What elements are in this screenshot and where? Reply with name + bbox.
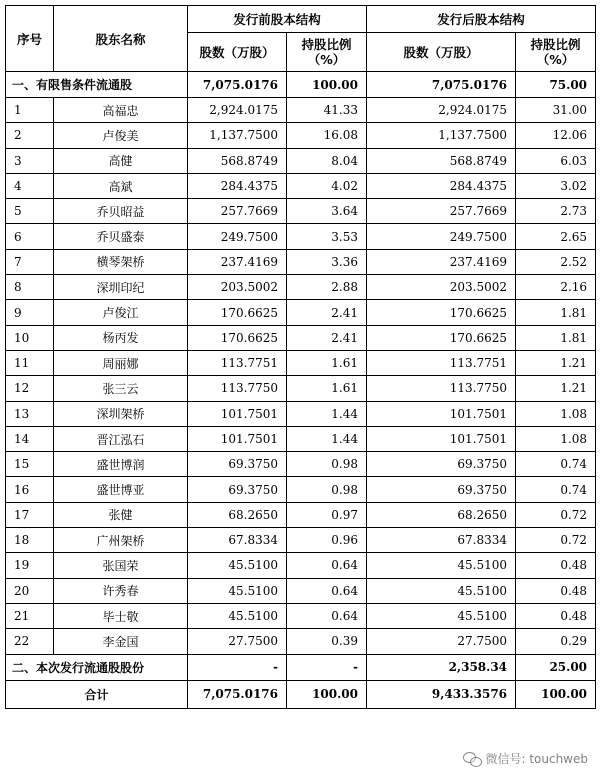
row-shares-before: 2,924.0175 [188,98,287,123]
row-ratio-after: 1.21 [516,376,596,401]
row-name: 深圳架桥 [54,401,188,426]
row-ratio-before: 0.64 [287,603,367,628]
row-no: 9 [6,300,54,325]
section1-ratio-after: 75.00 [516,72,596,98]
row-no: 5 [6,199,54,224]
header-ratio-after: 持股比例（%） [516,33,596,72]
row-ratio-after: 2.16 [516,275,596,300]
section2-ratio-before: - [287,654,367,680]
row-shares-before: 27.7500 [188,629,287,654]
table-row [6,502,596,527]
row-ratio-before: 2.88 [287,275,367,300]
section1-ratio-before: 100.00 [287,72,367,98]
row-shares-before: 284.4375 [188,173,287,198]
header-ratio-before: 持股比例（%） [287,33,367,72]
row-shares-before: 101.7501 [188,426,287,451]
row-name: 卢俊江 [54,300,188,325]
row-no: 15 [6,452,54,477]
row-ratio-before: 16.08 [287,123,367,148]
row-shares-before: 237.4169 [188,249,287,274]
row-name: 张健 [54,502,188,527]
header-shares-before: 股数（万股） [188,33,287,72]
row-name: 杨丙发 [54,325,188,350]
row-ratio-after: 1.81 [516,300,596,325]
row-shares-after: 249.7500 [367,224,516,249]
row-no: 22 [6,629,54,654]
table-row [6,275,596,300]
row-ratio-before: 0.96 [287,528,367,553]
section1-shares-after: 7,075.0176 [367,72,516,98]
table-row [6,249,596,274]
row-ratio-after: 12.06 [516,123,596,148]
row-name: 毕士敬 [54,603,188,628]
table-row [6,325,596,350]
row-no: 10 [6,325,54,350]
row-shares-before: 203.5002 [188,275,287,300]
row-ratio-after: 31.00 [516,98,596,123]
row-no: 20 [6,578,54,603]
row-no: 6 [6,224,54,249]
row-no: 2 [6,123,54,148]
table-row [6,603,596,628]
row-name: 许秀春 [54,578,188,603]
table-row [6,148,596,173]
row-no: 13 [6,401,54,426]
row-no: 18 [6,528,54,553]
header-before: 发行前股本结构 [188,6,367,33]
row-ratio-after: 0.72 [516,502,596,527]
row-shares-before: 249.7500 [188,224,287,249]
table-row [6,350,596,375]
header-after: 发行后股本结构 [367,6,596,33]
row-name: 周丽娜 [54,350,188,375]
row-no: 21 [6,603,54,628]
row-shares-before: 113.7751 [188,350,287,375]
row-name: 盛世博亚 [54,477,188,502]
total-label: 合计 [6,680,188,708]
table-row [6,376,596,401]
row-ratio-before: 3.36 [287,249,367,274]
section2-label: 二、本次发行流通股股份 [6,654,188,680]
row-shares-after: 45.5100 [367,553,516,578]
row-name: 高福忠 [54,98,188,123]
wechat-icon [463,752,481,766]
table-row [6,199,596,224]
row-shares-before: 68.2650 [188,502,287,527]
row-ratio-after: 0.48 [516,553,596,578]
row-ratio-before: 4.02 [287,173,367,198]
row-shares-before: 113.7750 [188,376,287,401]
row-ratio-before: 1.44 [287,426,367,451]
table-row [6,173,596,198]
row-shares-before: 568.8749 [188,148,287,173]
row-name: 盛世博润 [54,452,188,477]
table-row [6,528,596,553]
watermark-text: 微信号: touchweb [485,752,588,766]
row-name: 卢俊美 [54,123,188,148]
table-row [6,452,596,477]
row-name: 深圳印纪 [54,275,188,300]
table-row [6,123,596,148]
row-ratio-after: 1.08 [516,401,596,426]
row-ratio-after: 3.02 [516,173,596,198]
total-row [6,680,596,708]
watermark [463,750,588,767]
row-no: 17 [6,502,54,527]
row-shares-after: 113.7751 [367,350,516,375]
row-name: 高斌 [54,173,188,198]
section2-row [6,654,596,680]
row-ratio-before: 1.44 [287,401,367,426]
row-ratio-before: 3.64 [287,199,367,224]
row-shares-before: 1,137.7500 [188,123,287,148]
section1-label: 一、有限售条件流通股 [6,72,188,98]
total-shares-after: 9,433.3576 [367,680,516,708]
row-ratio-after: 2.52 [516,249,596,274]
row-shares-before: 67.8334 [188,528,287,553]
row-shares-after: 113.7750 [367,376,516,401]
row-ratio-after: 1.21 [516,350,596,375]
row-name: 晋江泓石 [54,426,188,451]
row-name: 张三云 [54,376,188,401]
row-shares-before: 257.7669 [188,199,287,224]
row-shares-after: 1,137.7500 [367,123,516,148]
row-no: 7 [6,249,54,274]
row-name: 张国荣 [54,553,188,578]
total-ratio-before: 100.00 [287,680,367,708]
row-ratio-after: 6.03 [516,148,596,173]
row-no: 4 [6,173,54,198]
header-shares-after: 股数（万股） [367,33,516,72]
table-row [6,477,596,502]
row-ratio-after: 0.74 [516,477,596,502]
row-ratio-before: 41.33 [287,98,367,123]
table-row [6,401,596,426]
row-ratio-before: 0.39 [287,629,367,654]
row-name: 横琴架桥 [54,249,188,274]
row-shares-before: 45.5100 [188,603,287,628]
row-shares-after: 284.4375 [367,173,516,198]
row-no: 14 [6,426,54,451]
row-no: 19 [6,553,54,578]
row-ratio-after: 2.65 [516,224,596,249]
header-row-1 [6,6,596,33]
row-shares-after: 170.6625 [367,325,516,350]
section1-shares-before: 7,075.0176 [188,72,287,98]
row-no: 3 [6,148,54,173]
row-name: 乔贝盛泰 [54,224,188,249]
table-row [6,578,596,603]
row-ratio-before: 2.41 [287,300,367,325]
total-shares-before: 7,075.0176 [188,680,287,708]
row-ratio-before: 0.97 [287,502,367,527]
table-row [6,300,596,325]
row-ratio-after: 0.72 [516,528,596,553]
row-ratio-before: 1.61 [287,376,367,401]
row-no: 11 [6,350,54,375]
row-ratio-before: 8.04 [287,148,367,173]
row-ratio-after: 0.29 [516,629,596,654]
row-ratio-before: 0.98 [287,477,367,502]
row-no: 16 [6,477,54,502]
table-row [6,629,596,654]
row-ratio-after: 0.48 [516,578,596,603]
total-ratio-after: 100.00 [516,680,596,708]
table-row [6,98,596,123]
row-shares-after: 68.2650 [367,502,516,527]
table-row [6,224,596,249]
row-ratio-before: 0.64 [287,553,367,578]
row-ratio-before: 2.41 [287,325,367,350]
row-no: 12 [6,376,54,401]
row-ratio-before: 0.98 [287,452,367,477]
section2-shares-before: - [188,654,287,680]
row-shares-after: 69.3750 [367,477,516,502]
row-name: 广州架桥 [54,528,188,553]
row-shares-after: 170.6625 [367,300,516,325]
section2-shares-after: 2,358.34 [367,654,516,680]
row-ratio-after: 0.74 [516,452,596,477]
row-shares-after: 27.7500 [367,629,516,654]
row-ratio-after: 2.73 [516,199,596,224]
shareholder-structure-table [5,5,596,709]
row-shares-after: 45.5100 [367,578,516,603]
row-ratio-before: 3.53 [287,224,367,249]
row-shares-after: 203.5002 [367,275,516,300]
row-name: 李金国 [54,629,188,654]
section1-row [6,72,596,98]
table-row [6,426,596,451]
row-shares-after: 101.7501 [367,401,516,426]
row-shares-after: 257.7669 [367,199,516,224]
row-no: 1 [6,98,54,123]
row-ratio-after: 0.48 [516,603,596,628]
row-shares-after: 568.8749 [367,148,516,173]
row-ratio-after: 1.08 [516,426,596,451]
row-shares-before: 69.3750 [188,477,287,502]
table-row [6,553,596,578]
section2-ratio-after: 25.00 [516,654,596,680]
row-shares-after: 237.4169 [367,249,516,274]
row-name: 高健 [54,148,188,173]
row-shares-after: 2,924.0175 [367,98,516,123]
row-ratio-after: 1.81 [516,325,596,350]
row-no: 8 [6,275,54,300]
row-ratio-before: 0.64 [287,578,367,603]
row-shares-after: 45.5100 [367,603,516,628]
row-shares-before: 69.3750 [188,452,287,477]
row-shares-after: 69.3750 [367,452,516,477]
row-shares-before: 170.6625 [188,325,287,350]
row-shares-after: 67.8334 [367,528,516,553]
header-seq: 序号 [6,6,54,72]
row-shares-before: 45.5100 [188,553,287,578]
row-name: 乔贝昭益 [54,199,188,224]
row-shares-before: 45.5100 [188,578,287,603]
row-shares-after: 101.7501 [367,426,516,451]
row-ratio-before: 1.61 [287,350,367,375]
row-shares-before: 101.7501 [188,401,287,426]
header-name: 股东名称 [54,6,188,72]
row-shares-before: 170.6625 [188,300,287,325]
